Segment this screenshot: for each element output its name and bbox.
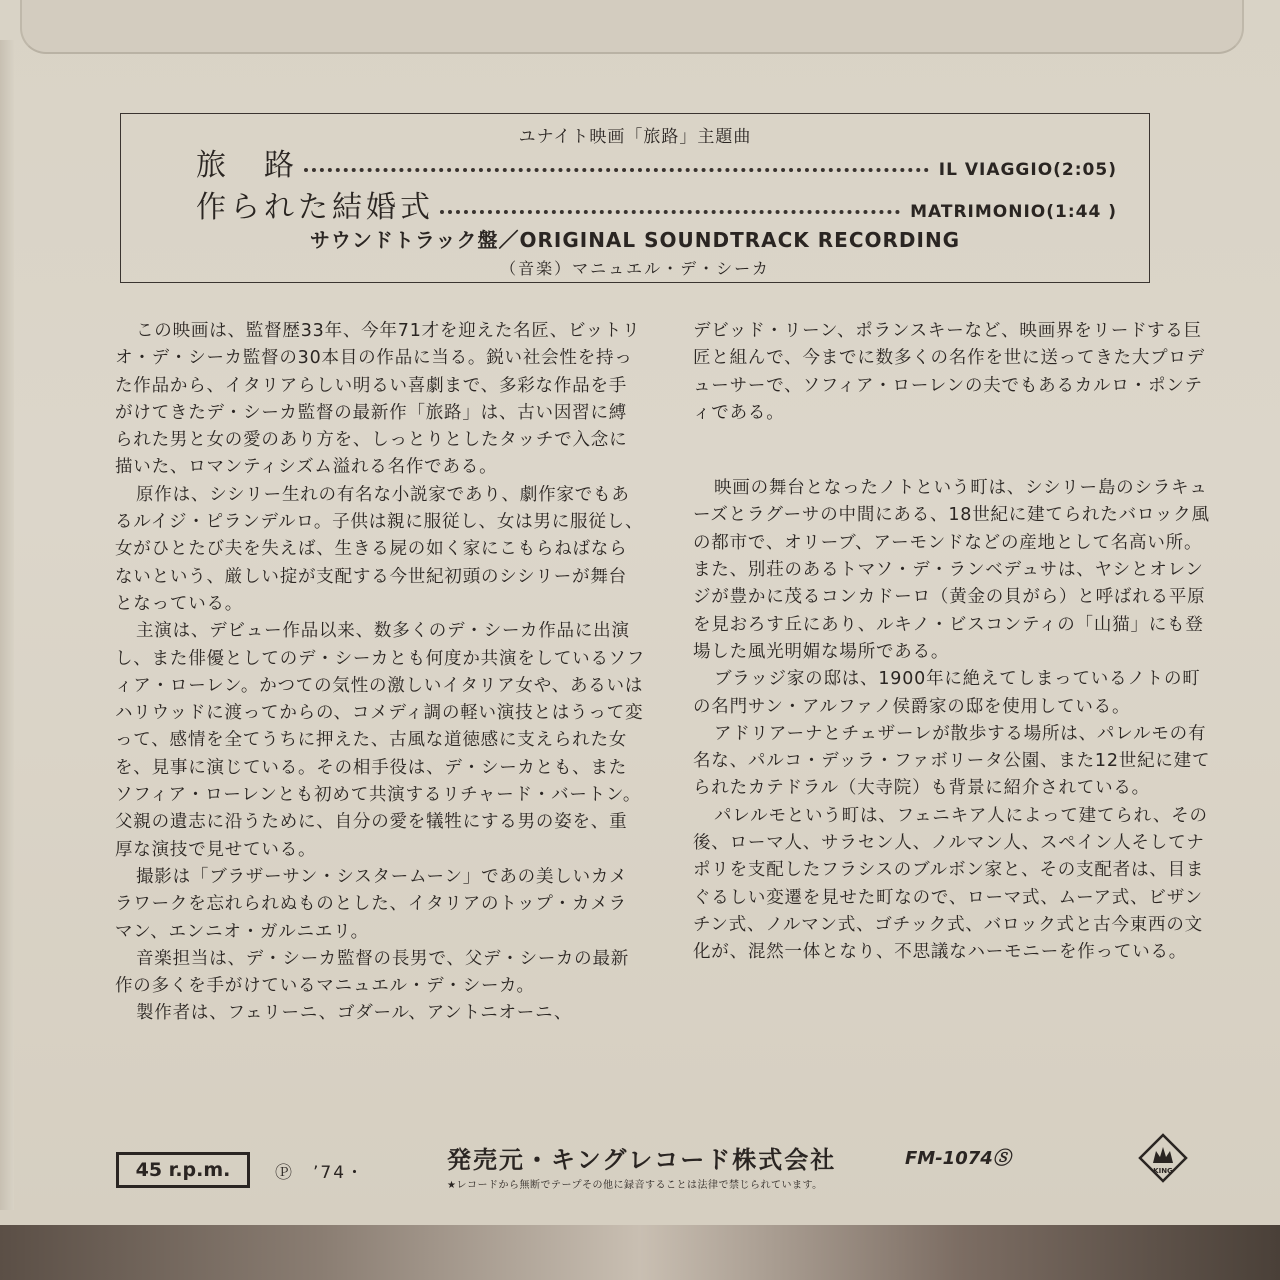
song-2-english: MATRIMONIO(1:44 ) (910, 202, 1117, 222)
paragraph: 原作は、シシリー生れの有名な小説家であり、劇作家でもあるルイジ・ピランデルロ。子供は親に服従し、女は男に服従し、女がひとたび夫を失えば、生きる屍の如く家にこもらねばならないという、厳しい掟が支配する今世紀初頭のシシリーが舞台となっている。 (115, 484, 644, 614)
sleeve-left-fold (0, 40, 14, 1210)
paragraph: アドリアーナとチェザーレが散歩する場所は、パレルモの有名な、パルコ・デッラ・ファボリータ公園、また12世紀に建てられたカテドラル（大寺院）も背景に紹介されている。 (693, 723, 1211, 799)
paragraph: デビッド・リーン、ポランスキーなど、映画界をリードする巨匠と組んで、今までに数多くの名作を世に送ってきた大プロデューサーで、ソフィア・ローレンの夫でもあるカルロ・ポンティである。 (693, 321, 1206, 423)
paragraph: この映画は、監督歴33年、今年71才を迎えた名匠、ビットリオ・デ・シーカ監督の30本目の作品に当る。鋭い社会性を持った作品から、イタリアらしい明るい喜劇まで、多彩な作品を手がけてきたデ・シーカ監督の最新作「旅路」は、古い因習に縛られた男と女の愛のあり方を、しっとりとしたタッチで入念に描いた、ロマンティシズム溢れる名作である。 (115, 321, 641, 478)
leader-dots (304, 168, 929, 172)
soundtrack-heading: サウンドトラック盤／ORIGINAL SOUNDTRACK RECORDING (309, 228, 961, 252)
paragraph-gap (693, 427, 1213, 451)
paragraph-gap (693, 451, 1213, 475)
song-1-japanese: 旅 路 (196, 148, 298, 183)
copyright-notice: ★レコードから無断でテープその他に録音することは法律で禁じられています。 (447, 1180, 823, 1191)
liner-notes-right-column (693, 318, 1213, 967)
rpm-badge: 45 r.p.m. (116, 1152, 250, 1188)
film-subtitle: ユナイト映画「旅路」主題曲 (518, 127, 752, 147)
sleeve-top-fold (20, 0, 1244, 54)
music-credit: （音楽）マニュエル・デ・シーカ (500, 259, 770, 278)
paragraph: ブラッジ家の邸は、1900年に絶えてしまっているノトの町の名門サン・アルファノ侯爵家の邸を使用している。 (693, 669, 1201, 717)
copyright-mark: Ⓟ ’74・ (275, 1163, 366, 1183)
background-photo-strip (0, 1225, 1280, 1280)
paragraph: 音楽担当は、デ・シーカ監督の長男で、父デ・シーカの最新作の多くを手がけているマニュエル・デ・シーカ。 (115, 948, 630, 997)
paragraph: 撮影は「ブラザーサン・シスタームーン」であの美しいカメラワークを忘れられぬものとした、イタリアのトップ・カメラマン、エンニオ・ガルニエリ。 (115, 866, 628, 942)
logo-text: KING (1153, 1167, 1173, 1175)
leader-dots (440, 210, 900, 214)
song-row-2 (196, 186, 1117, 226)
song-1-english: IL VIAGGIO(2:05) (938, 160, 1117, 180)
song-2-japanese: 作られた結婚式 (196, 190, 434, 225)
song-row-1 (196, 144, 1117, 184)
title-box (120, 113, 1150, 283)
king-records-logo-icon (1138, 1133, 1188, 1183)
catalog-number: FM-1074Ⓢ (905, 1148, 1011, 1169)
paragraph: 製作者は、フェリーニ、ゴダール、アントニオーニ、 (136, 1003, 573, 1024)
paragraph: 映画の舞台となったノトという町は、シシリー島のシラキューズとラグーサの中間にある、18世紀に建てられたバロック風の都市で、オリーブ、アーモンドなどの産地として名高い所。また、別荘のあるトマソ・デ・ランベデュサは、ヤシとオレンジが豊かに茂るコンカドーロ（黄金の貝がら）と呼ばれる平原を見おろす丘にあり、ルキノ・ビスコンティの「山猫」にも登場した風光明媚な場所である。 (693, 478, 1210, 662)
liner-notes-left-column (115, 318, 645, 1028)
publisher-name: 発売元・キングレコード株式会社 (447, 1146, 837, 1174)
paragraph: パレルモという町は、フェニキア人によって建てられ、その後、ローマ人、サラセン人、ノルマン人、スペイン人そしてナポリを支配したフラシスのブルボン家と、その支配者は、目まぐるしい変遷を見せた町なので、ローマ式、ムーア式、ビザンチン式、ノルマン式、ゴチック式、バロック式と古今東西の文化が、混然一体となり、不思議なハーモニーを作っている。 (693, 805, 1208, 963)
paragraph: 主演は、デビュー作品以来、数多くのデ・シーカ作品に出演し、また俳優としてのデ・シーカとも何度か共演をしているソフィア・ローレン。かつての気性の激しいイタリア女や、あるいはハリウッドに渡ってからの、コメディ調の軽い演技とはうって変って、感情を全てうちに押えた、古風な道徳感に支えられた女を、見事に演じている。その相手役は、デ・シーカとも、またソフィア・ローレンとも初めて共演するリチャード・バートン。父親の遺志に沿うために、自分の愛を犠牲にする男の姿を、重厚な演技で見せている。 (115, 621, 645, 860)
